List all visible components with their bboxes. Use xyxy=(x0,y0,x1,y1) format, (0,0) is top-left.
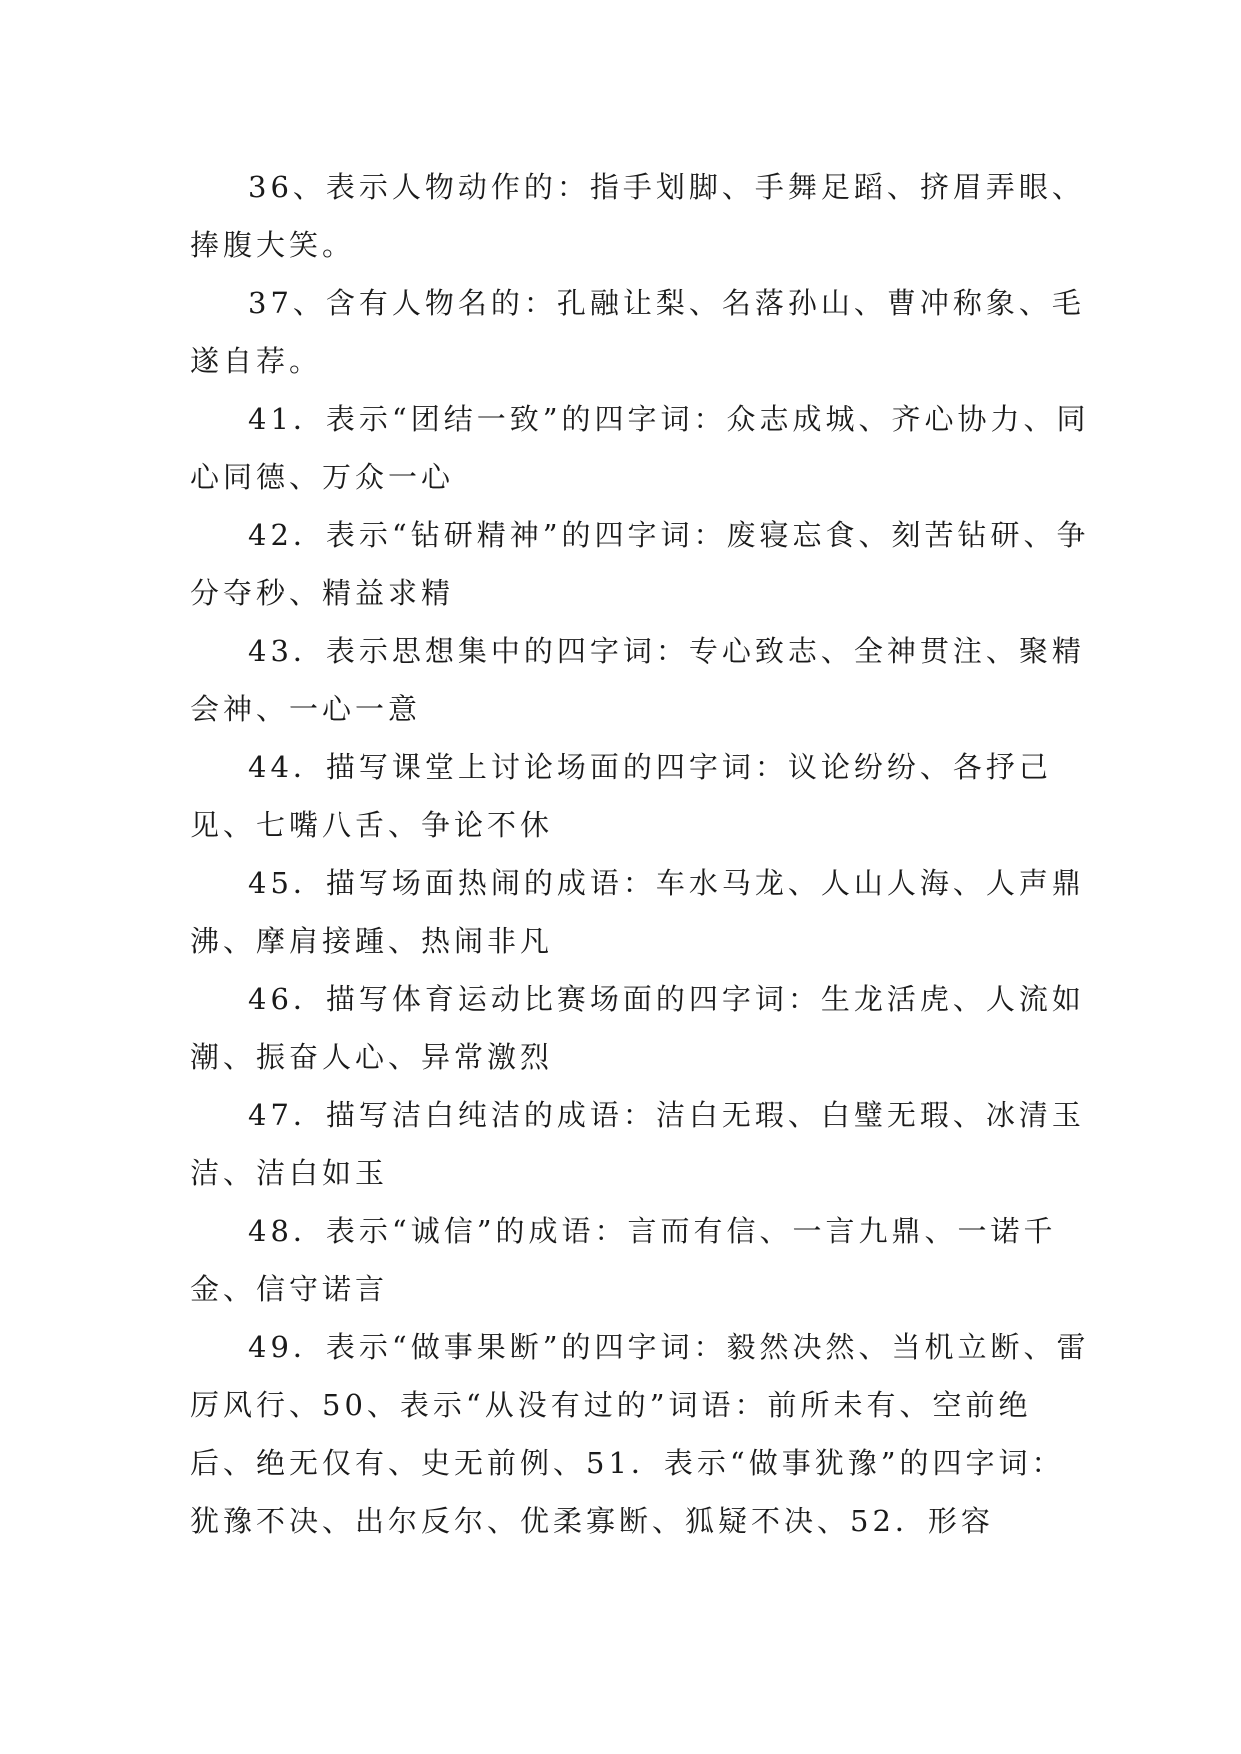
paragraph-48: 48．表示“诚信”的成语：言而有信、一言九鼎、一诺千金、信守诺言 xyxy=(190,1214,1057,1306)
paragraph-43: 43．表示思想集中的四字词：专心致志、全神贯注、聚精会神、一心一意 xyxy=(190,634,1085,726)
paragraph-46: 46．描写体育运动比赛场面的四字词：生龙活虎、人流如潮、振奋人心、异常激烈 xyxy=(190,982,1085,1074)
paragraph-44: 44．描写课堂上讨论场面的四字词：议论纷纷、各抒己见、七嘴八舌、争论不休 xyxy=(190,750,1052,842)
paragraph-37: 37、含有人物名的：孔融让梨、名落孙山、曹冲称象、毛遂自荐。 xyxy=(190,286,1085,378)
document-body xyxy=(190,158,1090,1550)
paragraph-47: 47．描写洁白纯洁的成语：洁白无瑕、白璧无瑕、冰清玉洁、洁白如玉 xyxy=(190,1098,1085,1190)
paragraph-49-52: 49．表示“做事果断”的四字词：毅然决然、当机立断、雷厉风行、50、表示“从没有过的”词语：前所未有、空前绝后、绝无仅有、史无前例、51．表示“做事犹豫”的四字词：犹豫不决、出尔反尔、优柔寡断、狐疑不决、52．形容 xyxy=(190,1330,1090,1538)
paragraph-41: 41．表示“团结一致”的四字词：众志成城、齐心协力、同心同德、万众一心 xyxy=(190,402,1090,494)
paragraph-36: 36、表示人物动作的：指手划脚、手舞足蹈、挤眉弄眼、捧腹大笑。 xyxy=(190,170,1085,262)
paragraph-45: 45．描写场面热闹的成语：车水马龙、人山人海、人声鼎沸、摩肩接踵、热闹非凡 xyxy=(190,866,1085,958)
paragraph-42: 42．表示“钻研精神”的四字词：废寝忘食、刻苦钻研、争分夺秒、精益求精 xyxy=(190,518,1090,610)
